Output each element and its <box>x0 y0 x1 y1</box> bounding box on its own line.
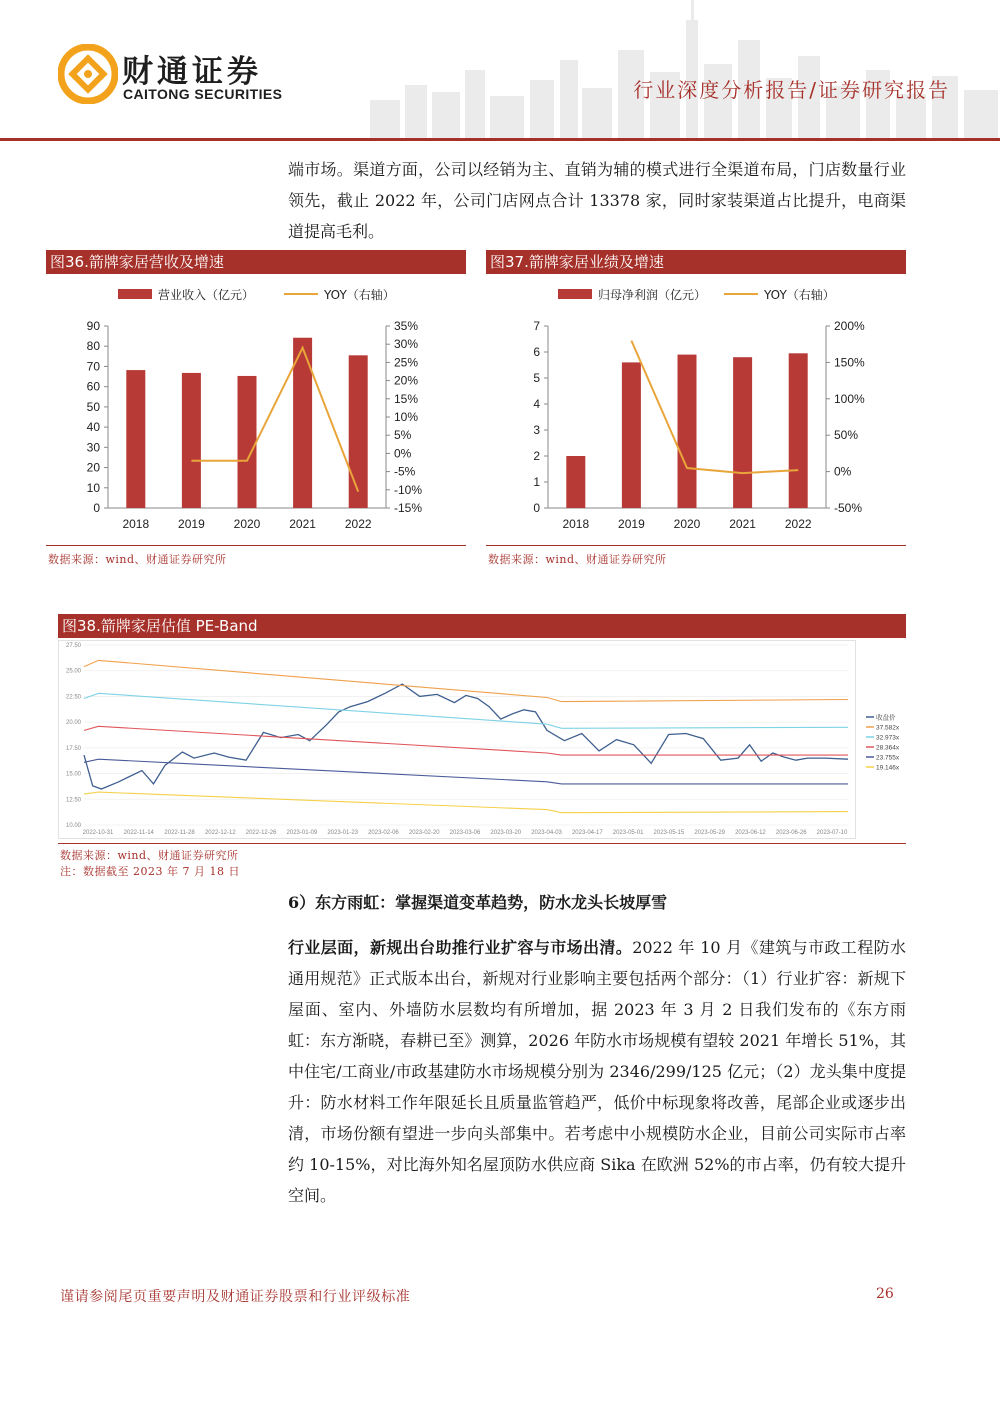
fig36-legend-line-label: YOY（右轴） <box>324 288 395 302</box>
fig38-x-tick-label: 2023-02-20 <box>408 830 440 836</box>
fig37-bar <box>566 456 585 508</box>
fig36-right-tick-label: 25% <box>394 355 419 370</box>
fig37-right-tick-label: 0% <box>834 464 852 479</box>
fig38-pe-band-chart <box>58 640 906 840</box>
fig36-bottom-rule <box>46 545 466 546</box>
header-divider <box>0 138 1000 141</box>
fig38-x-tick-label: 2022-11-28 <box>164 830 195 836</box>
fig36-bar <box>182 373 201 508</box>
fig38-x-tick-label: 2023-05-29 <box>694 830 726 836</box>
fig36-x-tick-label: 2018 <box>122 517 150 531</box>
fig38-x-tick-label: 2023-04-17 <box>571 830 603 836</box>
fig37-left-tick-label: 0 <box>533 501 540 515</box>
fig36-right-tick-label: -15% <box>394 501 423 515</box>
caitong-logo-icon <box>58 44 118 104</box>
fig36-legend <box>118 287 395 302</box>
fig37-left-tick-label: 4 <box>533 397 540 411</box>
fig37-x-tick-label: 2018 <box>562 517 590 531</box>
fig37-left-tick-label: 3 <box>533 423 540 437</box>
section-body <box>288 932 906 1211</box>
fig36-bar <box>349 355 368 508</box>
fig38-legend-label: 23.755x <box>876 754 900 762</box>
fig36-title: 图36.箭牌家居营收及增速 <box>46 250 466 274</box>
fig36-bar <box>238 376 257 508</box>
fig37-legend <box>558 287 835 302</box>
fig36-x-tick-label: 2022 <box>344 517 372 531</box>
fig37-x-tick-label: 2022 <box>784 517 812 531</box>
fig37-yoy-line <box>631 341 798 474</box>
fig38-x-tick-label: 2023-04-03 <box>531 830 562 836</box>
fig38-y-tick-label: 17.50 <box>65 745 81 752</box>
fig37-bar <box>678 355 697 508</box>
fig37-left-tick-label: 2 <box>533 449 540 463</box>
fig36-left-tick-label: 70 <box>86 359 100 374</box>
fig38-legend-label: 37.582x <box>876 724 900 732</box>
fig36-left-tick-label: 90 <box>86 319 100 333</box>
fig36-right-tick-label: 5% <box>394 428 412 443</box>
fig38-x-tick-label: 2022-10-31 <box>82 830 114 836</box>
fig36-right-tick-label: -10% <box>394 482 423 497</box>
page-header <box>0 0 1000 145</box>
fig37-bar <box>622 362 641 508</box>
fig37-net-profit-chart <box>486 278 906 540</box>
fig38-x-tick-label: 2023-03-20 <box>490 830 522 836</box>
fig36-left-tick-label: 30 <box>86 440 100 455</box>
fig37-title: 图37.箭牌家居业绩及增速 <box>486 250 906 274</box>
fig38-bottom-rule <box>58 843 906 844</box>
fig38-x-tick-label: 2023-01-09 <box>286 830 318 836</box>
fig38-x-tick-label: 2023-06-26 <box>775 830 807 836</box>
fig36-left-tick-label: 20 <box>86 460 100 475</box>
fig37-source: 数据来源：wind、财通证券研究所 <box>488 553 667 566</box>
fig38-y-tick-label: 27.50 <box>65 643 81 649</box>
fig37-right-tick-label: 50% <box>834 428 859 443</box>
fig38-title: 图38.箭牌家居估值 PE-Band <box>58 614 906 638</box>
fig37-left-tick-label: 1 <box>533 475 540 489</box>
fig37-right-tick-label: -50% <box>834 501 863 515</box>
fig36-left-tick-label: 60 <box>86 379 100 394</box>
fig37-x-tick-label: 2020 <box>673 517 701 531</box>
fig38-note: 注：数据截至 2023 年 7 月 18 日 <box>60 865 240 878</box>
fig38-source: 数据来源：wind、财通证券研究所 <box>60 849 239 862</box>
fig36-yoy-line <box>191 348 358 492</box>
fig38-x-tick-label: 2022-11-14 <box>123 830 154 836</box>
fig38-x-tick-label: 2023-05-15 <box>653 830 685 836</box>
fig36-x-tick-label: 2020 <box>233 517 261 531</box>
intro-paragraph: 端市场。渠道方面，公司以经销为主、直销为辅的模式进行全渠道布局，门店数量行业领先，截止 2022 年，公司门店网点合计 13378 家，同时家装渠道占比提升，电商渠道提高毛利。 <box>288 160 906 241</box>
fig38-y-tick-label: 12.50 <box>65 797 81 804</box>
fig38-y-tick-label: 22.50 <box>65 694 81 701</box>
fig36-x-tick-label: 2021 <box>289 517 316 531</box>
fig38-x-tick-label: 2022-12-26 <box>245 830 277 836</box>
fig37-bottom-rule <box>486 545 906 546</box>
fig38-legend-label: 28.364x <box>876 744 900 752</box>
fig38-legend-label: 19.146x <box>876 764 900 772</box>
fig38-y-tick-label: 20.00 <box>65 720 81 727</box>
fig38-x-tick-label: 2023-01-23 <box>327 830 359 836</box>
fig38-legend-label: 32.973x <box>876 734 900 742</box>
footer-disclaimer: 谨请参阅尾页重要声明及财通证券股票和行业评级标准 <box>60 1289 411 1305</box>
fig38-x-tick-label: 2022-12-12 <box>204 830 236 836</box>
fig36-right-tick-label: 15% <box>394 391 419 406</box>
fig36-revenue-chart <box>46 278 466 540</box>
fig37-x-tick-label: 2021 <box>729 517 756 531</box>
page-number: 26 <box>876 1286 894 1302</box>
fig38-plot-frame <box>59 641 856 839</box>
fig36-x-tick-label: 2019 <box>178 517 205 531</box>
section-body-text: 2022 年 10 月《建筑与市政工程防水通用规范》正式版本出台，新规对行业影响主要包括两个部分：（1）行业扩容：新规下屋面、室内、外墙防水层数均有所增加，据 2023 年 3 月 2 日我们发布的《东方雨虹：东方渐晓，春耕已至》测算，2026 年防水市场规模有望较 2021 年增长 51%，其中住宅/工商业/市政基建防水市场规模分别为 2346/299/125 亿元；（2）龙头集中度提升：防水材料工作年限延长且质量监管趋严，低价中标现象将改善，尾部企业或逐步出清，市场份额有望进一步向头部集中。若考虑中小规模防水企业，目前公司实际市占率约 10-15%，对比海外知名屋顶防水供应商 Sika 在欧洲 52%的市占率，仍有较大提升空间。 <box>288 938 906 1205</box>
fig36-right-tick-label: -5% <box>394 464 416 479</box>
fig37-bar <box>733 357 752 508</box>
fig37-right-tick-label: 150% <box>834 355 865 370</box>
report-type-label: 行业深度分析报告/证券研究报告 <box>633 78 950 102</box>
fig36-right-tick-label: 20% <box>394 373 419 388</box>
fig36-bar <box>126 370 145 508</box>
fig38-x-tick-label: 2023-07-10 <box>816 830 848 836</box>
fig37-left-tick-label: 7 <box>533 319 540 333</box>
fig36-right-tick-label: 35% <box>394 319 419 333</box>
fig38-y-tick-label: 25.00 <box>65 668 81 675</box>
brand-name-cn: 财通证券 <box>122 54 262 90</box>
fig37-left-tick-label: 6 <box>533 345 540 359</box>
fig37-legend-bar-swatch <box>558 289 592 299</box>
fig37-bar <box>789 353 808 508</box>
fig38-y-tick-label: 15.00 <box>65 771 81 778</box>
fig36-left-tick-label: 10 <box>86 480 100 495</box>
fig38-x-tick-label: 2023-02-06 <box>368 830 399 836</box>
fig36-left-tick-label: 40 <box>86 420 100 435</box>
fig36-left-tick-label: 80 <box>86 339 100 354</box>
fig36-right-tick-label: 30% <box>394 337 419 352</box>
brand-name-en: CAITONG SECURITIES <box>123 86 283 102</box>
fig36-right-tick-label: 0% <box>394 446 412 461</box>
fig36-left-tick-label: 50 <box>86 399 100 414</box>
fig38-x-tick-label: 2023-06-12 <box>735 830 766 836</box>
fig36-right-tick-label: 10% <box>394 410 419 424</box>
fig36-legend-bar-label: 营业收入（亿元） <box>158 288 255 302</box>
fig36-legend-bar-swatch <box>118 289 152 299</box>
fig38-x-tick-label: 2023-03-06 <box>449 830 481 836</box>
fig36-source: 数据来源：wind、财通证券研究所 <box>48 553 227 566</box>
fig37-right-tick-label: 200% <box>834 319 865 333</box>
fig36-left-tick-label: 0 <box>93 501 100 515</box>
fig38-legend-label: 收盘价 <box>876 714 896 722</box>
fig37-legend-bar-label: 归母净利润（亿元） <box>598 288 707 302</box>
fig38-y-tick-label: 10.00 <box>65 823 81 829</box>
fig38-x-tick-label: 2023-05-01 <box>612 830 644 836</box>
section-lead: 行业层面，新规出台助推行业扩容与市场出清。 <box>288 938 633 957</box>
city-skyline-watermark-icon <box>360 0 1000 140</box>
fig37-right-tick-label: 100% <box>834 391 865 406</box>
fig37-x-tick-label: 2019 <box>618 517 645 531</box>
fig37-legend-line-label: YOY（右轴） <box>764 288 835 302</box>
fig37-left-tick-label: 5 <box>533 371 540 385</box>
section-heading: 6）东方雨虹：掌握渠道变革趋势，防水龙头长坡厚雪 <box>288 893 668 912</box>
